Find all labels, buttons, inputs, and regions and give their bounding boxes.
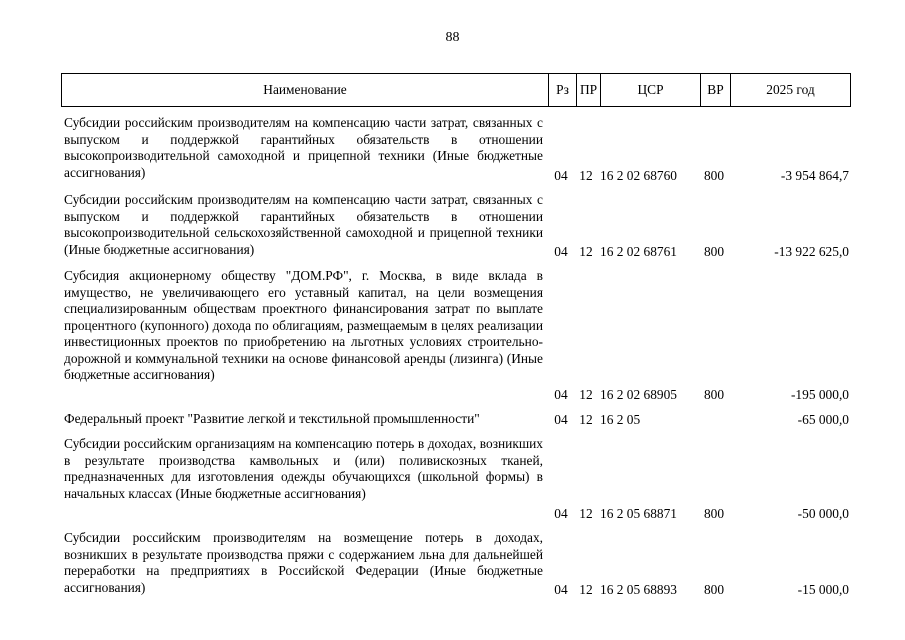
- header-pr: ПР: [576, 74, 600, 106]
- table-row: [61, 192, 851, 260]
- row-rz: 04: [554, 243, 568, 259]
- table-row: [61, 530, 851, 598]
- table-row: [61, 411, 851, 428]
- row-pr: 12: [579, 505, 593, 521]
- row-csr: 16 2 02 68905: [600, 386, 677, 402]
- table-header: [61, 73, 851, 107]
- header-rz: Рз: [548, 74, 576, 106]
- header-csr: ЦСР: [600, 74, 700, 106]
- row-csr: 16 2 05 68871: [600, 505, 677, 521]
- page-number: 88: [445, 30, 460, 45]
- row-amount: -3 954 864,7: [780, 167, 849, 183]
- row-amount: -50 000,0: [797, 505, 849, 521]
- row-vr: 800: [703, 167, 725, 183]
- row-name: Субсидии российским производителям на компенсацию части затрат, связанных с выпуском и поддержкой гарантийных обязательств в отношении высокопроизводительной самоходной и прицепной техники (Иные бюджетные ассигнования): [64, 115, 543, 180]
- header-name: Наименование: [263, 82, 347, 97]
- row-rz: 04: [554, 581, 568, 597]
- row-name: Субсидии российским производителям на возмещение потерь в доходах, возникших в результате производства пряжи с содержанием льна для дальнейшей переработки на предприятиях в Российской Федерации (Иные бюджетные ассигнования): [64, 530, 543, 595]
- row-name: Федеральный проект "Развитие легкой и текстильной промышленности": [64, 411, 480, 426]
- row-csr: 16 2 05 68893: [600, 581, 677, 597]
- row-name: Субсидии российским производителям на компенсацию части затрат, связанных с выпуском и поддержкой гарантийных обязательств в отношении высокопроизводительной сельскохозяйственной самоходной и прицепной техники (Иные бюджетные ассигнования): [64, 192, 543, 257]
- row-vr: 800: [703, 581, 725, 597]
- table-row: [61, 115, 851, 184]
- row-rz: 04: [554, 386, 568, 402]
- table-row: [61, 268, 851, 403]
- row-pr: 12: [579, 167, 593, 183]
- header-year: 2025 год: [730, 74, 850, 106]
- row-amount: -195 000,0: [790, 386, 849, 402]
- row-amount: -15 000,0: [797, 581, 849, 597]
- row-rz: 04: [554, 505, 568, 521]
- row-csr: 16 2 05: [600, 411, 641, 427]
- row-amount: -65 000,0: [797, 411, 849, 427]
- row-pr: 12: [579, 411, 593, 427]
- row-pr: 12: [579, 581, 593, 597]
- row-rz: 04: [554, 167, 568, 183]
- row-name: Субсидия акционерному обществу "ДОМ.РФ", г. Москва, в виде вклада в имущество, не увеличивающего его уставный капитал, на цели возмещения специализированным обществам проектного финансирования затрат по выплате процентного (купонного) дохода по облигациям, размещаемым в целях реализации инвестиционных проектов по приобретению на льготных условиях строительно-дорожной и коммунальной техники на основе финансовой аренды (лизинга) (Иные бюджетные ассигнования): [64, 268, 543, 382]
- row-amount: -13 922 625,0: [774, 243, 849, 259]
- row-pr: 12: [579, 386, 593, 402]
- header-vr: ВР: [700, 74, 730, 106]
- row-pr: 12: [579, 243, 593, 259]
- row-vr: 800: [703, 505, 725, 521]
- row-vr: 800: [703, 243, 725, 259]
- table-row: [61, 436, 851, 522]
- row-csr: 16 2 02 68761: [600, 243, 677, 259]
- row-name: Субсидии российским организациям на компенсацию потерь в доходах, возникших в результате производства камвольных и (или) поливискозных тканей, предназначенных для изготовления одежды обучающихся (школьной формы) в начальных классах (Иные бюджетные ассигнования): [64, 436, 543, 501]
- row-vr: 800: [703, 386, 725, 402]
- row-csr: 16 2 02 68760: [600, 167, 677, 183]
- row-rz: 04: [554, 411, 568, 427]
